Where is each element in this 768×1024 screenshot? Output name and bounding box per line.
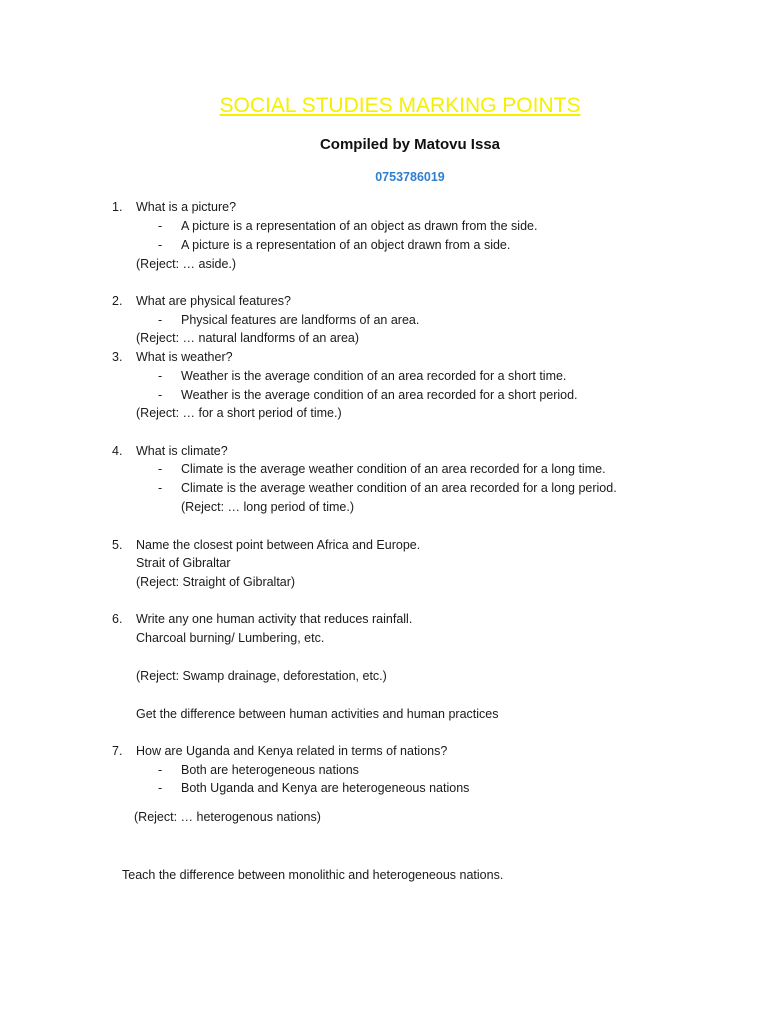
- answer-bullet: -: [158, 462, 163, 476]
- phone-number: 0753786019: [375, 170, 445, 184]
- question-text: What are physical features?: [136, 294, 291, 308]
- answer-text: Climate is the average weather condition of an area recorded for a long period.: [181, 481, 617, 495]
- answer-bullet: -: [158, 219, 163, 233]
- reject-note: (Reject: … for a short period of time.): [136, 406, 342, 420]
- answer-text: A picture is a representation of an object drawn from a side.: [181, 238, 511, 252]
- reject-note: (Reject: Swamp drainage, deforestation, etc.): [136, 669, 387, 683]
- answer-bullet: -: [158, 388, 163, 402]
- answer-bullet: -: [158, 781, 163, 795]
- answer-text: Climate is the average weather condition of an area recorded for a long time.: [181, 462, 606, 476]
- question-text: How are Uganda and Kenya related in terms of nations?: [136, 744, 448, 758]
- page-title: SOCIAL STUDIES MARKING POINTS: [219, 94, 581, 117]
- reject-note: (Reject: Straight of Gibraltar): [136, 575, 296, 589]
- question-text: What is climate?: [136, 444, 228, 458]
- question-number: 6.: [112, 612, 123, 626]
- reject-note: (Reject: … aside.): [136, 257, 237, 271]
- answer-text: A picture is a representation of an object as drawn from the side.: [181, 219, 538, 233]
- answer-text: Weather is the average condition of an area recorded for a short time.: [181, 369, 567, 383]
- teacher-note: Teach the difference between monolithic and heterogeneous nations.: [122, 868, 504, 882]
- question-number: 7.: [112, 744, 123, 758]
- answer-text: Both Uganda and Kenya are heterogeneous nations: [181, 781, 470, 795]
- question-text: Write any one human activity that reduces rainfall.: [136, 612, 413, 626]
- answer-text: Both are heterogeneous nations: [181, 763, 359, 777]
- question-text: Name the closest point between Africa and Europe.: [136, 538, 421, 552]
- answer-text: Strait of Gibraltar: [136, 556, 231, 570]
- answer-text: Weather is the average condition of an area recorded for a short period.: [181, 388, 578, 402]
- question-number: 1.: [112, 200, 123, 214]
- question-number: 4.: [112, 444, 123, 458]
- question-text: What is weather?: [136, 350, 233, 364]
- compiled-by: Compiled by Matovu Issa: [319, 136, 501, 153]
- answer-text: Charcoal burning/ Lumbering, etc.: [136, 631, 325, 645]
- question-text: What is a picture?: [136, 200, 237, 214]
- question-number: 3.: [112, 350, 123, 364]
- teacher-note: Get the difference between human activities and human practices: [136, 707, 499, 721]
- answer-bullet: -: [158, 313, 163, 327]
- reject-note: (Reject: … long period of time.): [181, 500, 354, 514]
- reject-note: (Reject: … natural landforms of an area): [136, 331, 360, 345]
- reject-note: (Reject: … heterogenous nations): [134, 810, 321, 824]
- answer-bullet: -: [158, 238, 163, 252]
- answer-bullet: -: [158, 369, 163, 383]
- answer-text: Physical features are landforms of an area.: [181, 313, 420, 327]
- answer-bullet: -: [158, 763, 163, 777]
- question-number: 5.: [112, 538, 123, 552]
- question-number: 2.: [112, 294, 123, 308]
- answer-bullet: -: [158, 481, 163, 495]
